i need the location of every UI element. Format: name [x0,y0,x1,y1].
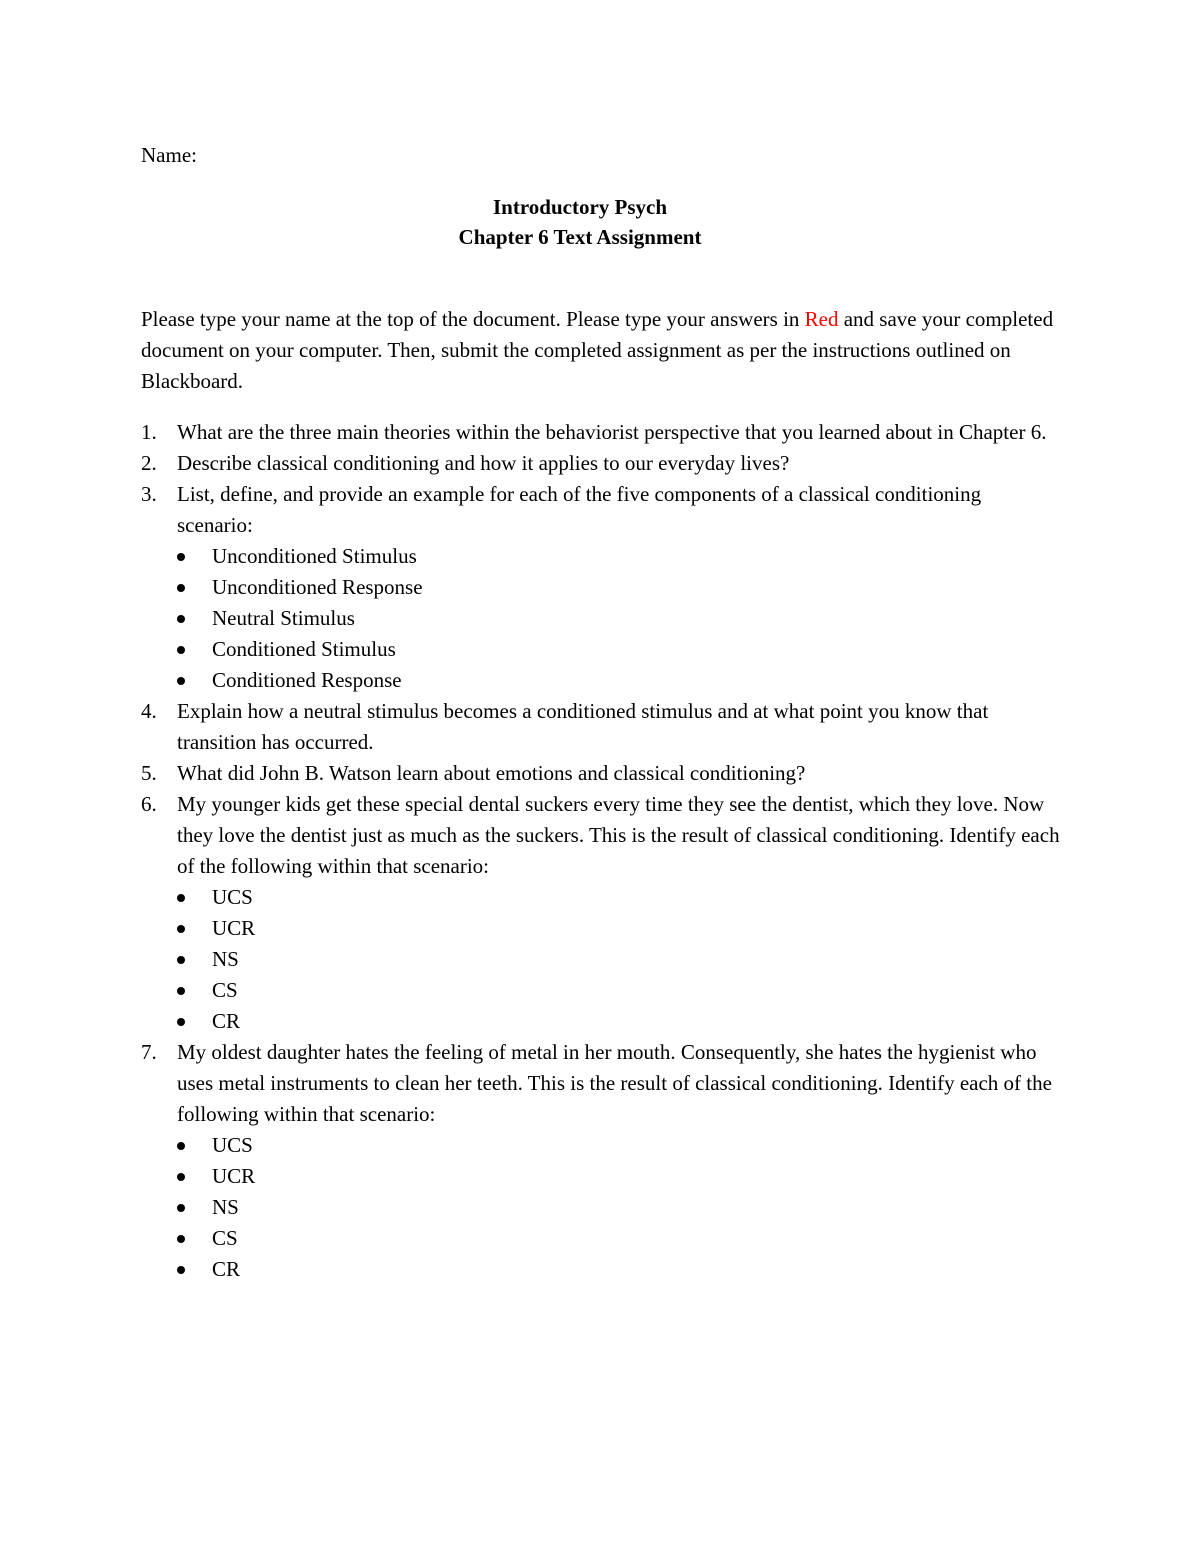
question-number: 3. [141,482,157,506]
list-item [177,603,1061,634]
list-item [177,1006,1061,1037]
list-item [177,913,1061,944]
list-item-text: Conditioned Stimulus [212,637,396,661]
question-item [141,696,1061,758]
list-item [177,1130,1061,1161]
scenario-terms-list [177,882,1061,1037]
scenario-terms-list [177,1130,1061,1285]
question-text: Describe classical conditioning and how it applies to our everyday lives? [177,451,790,475]
document-page [141,140,1061,1285]
list-item-text: CR [212,1009,241,1033]
list-item-text: CS [212,1226,238,1250]
list-item-text: NS [212,1195,239,1219]
list-item [177,634,1061,665]
list-item-text: UCR [212,916,256,940]
question-text: List, define, and provide an example for each of the five components of a classical conditioning scenario: [177,482,982,537]
question-item [141,448,1061,479]
instructions-red-word: Red [804,307,839,331]
list-item [177,944,1061,975]
course-title: Introductory Psych [492,195,668,219]
question-item [141,789,1061,1037]
list-item-text: CR [212,1257,241,1281]
question-text: What did John B. Watson learn about emotions and classical conditioning? [177,761,806,785]
list-item-text: CS [212,978,238,1002]
instructions-text-part1: Please type your name at the top of the document. Please type your answers in [141,307,805,331]
list-item [177,1223,1061,1254]
list-item-text: Neutral Stimulus [212,606,355,630]
list-item-text: UCS [212,885,253,909]
question-item [141,417,1061,448]
list-item-text: UCS [212,1133,253,1157]
question-number: 1. [141,420,157,444]
question-item [141,1037,1061,1285]
list-item [177,1254,1061,1285]
list-item-text: UCR [212,1164,256,1188]
question-number: 5. [141,761,157,785]
questions-list [141,417,1061,1285]
question-item [141,479,1061,696]
list-item [177,975,1061,1006]
list-item-text: Conditioned Response [212,668,402,692]
list-item [177,541,1061,572]
instructions-text-part2: and save your completed document on your computer. Then, submit the completed assignment as per the instructions outlined on Blackboard. [141,307,1054,393]
list-item [177,665,1061,696]
question-item [141,758,1061,789]
question-text: Explain how a neutral stimulus becomes a conditioned stimulus and at what point you know that transition has occurred. [177,699,989,754]
question-number: 4. [141,699,157,723]
assignment-title: Chapter 6 Text Assignment [458,225,702,249]
list-item-text: Unconditioned Response [212,575,423,599]
list-item [177,572,1061,603]
title-block [141,192,1019,252]
component-list [177,541,1061,696]
question-text: My younger kids get these special dental suckers every time they see the dentist, which they love. Now they love the dentist just as much as the suckers. This is the result of classical conditioning. Identify each of the following within that scenario: [177,792,1060,878]
name-label: Name: [141,143,197,167]
question-number: 7. [141,1040,157,1064]
question-number: 2. [141,451,157,475]
list-item [177,1161,1061,1192]
list-item [177,1192,1061,1223]
question-text: What are the three main theories within the behaviorist perspective that you learned about in Chapter 6. [177,420,1047,444]
question-text: My oldest daughter hates the feeling of metal in her mouth. Consequently, she hates the hygienist who uses metal instruments to clean her teeth. This is the result of classical conditioning. Identify each of the following within that scenario: [177,1040,1052,1126]
list-item [177,882,1061,913]
question-number: 6. [141,792,157,816]
list-item-text: NS [212,947,239,971]
list-item-text: Unconditioned Stimulus [212,544,417,568]
instructions-paragraph [141,304,1056,397]
